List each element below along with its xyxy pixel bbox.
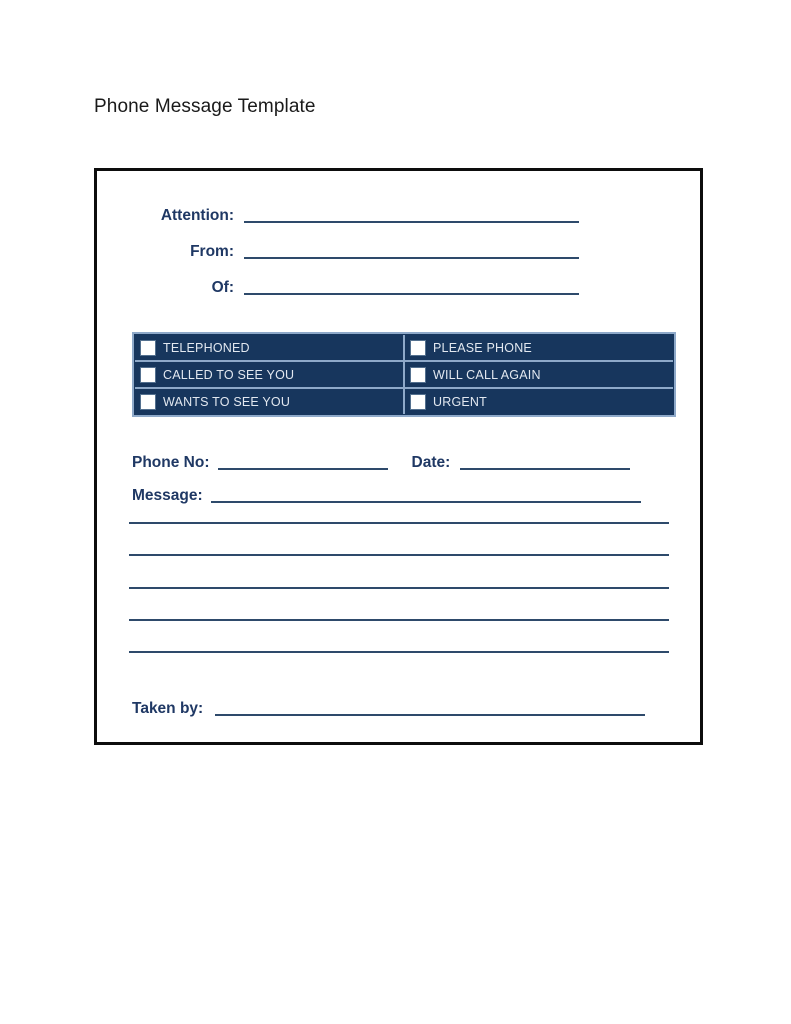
checkbox-label-wants-to-see-you: WANTS TO SEE YOU xyxy=(163,394,291,409)
checkbox-urgent[interactable] xyxy=(410,394,426,410)
field-row-taken-by xyxy=(132,694,645,718)
of-label: Of: xyxy=(211,279,234,296)
date-input-rule[interactable] xyxy=(460,468,630,470)
checkbox-table-row xyxy=(135,360,673,387)
checkbox-label-telephoned: TELEPHONED xyxy=(163,340,250,355)
checkbox-wants-to-see-you[interactable] xyxy=(140,394,156,410)
field-row-of xyxy=(134,273,579,297)
date-label: Date: xyxy=(411,454,451,471)
taken-by-input-rule[interactable] xyxy=(215,714,645,716)
checkbox-cell-called-to-see-you[interactable] xyxy=(135,362,403,387)
checkbox-cell-please-phone[interactable] xyxy=(403,335,673,360)
checkbox-will-call-again[interactable] xyxy=(410,367,426,383)
checkbox-table-row xyxy=(135,335,673,360)
message-input-rule[interactable] xyxy=(211,501,641,503)
phone-no-input-rule[interactable] xyxy=(218,468,388,470)
message-line[interactable] xyxy=(129,619,669,621)
checkbox-label-called-to-see-you: CALLED TO SEE YOU xyxy=(163,367,295,382)
attention-label: Attention: xyxy=(160,207,234,224)
attention-input-rule[interactable] xyxy=(244,221,579,223)
phone-message-form xyxy=(94,168,703,745)
checkbox-table-row xyxy=(135,387,673,414)
checkbox-cell-urgent[interactable] xyxy=(403,389,673,414)
field-row-phone-date xyxy=(132,448,630,472)
message-label: Message: xyxy=(132,487,203,504)
checkbox-cell-telephoned[interactable] xyxy=(135,335,403,360)
message-line[interactable] xyxy=(129,554,669,556)
checkbox-cell-wants-to-see-you[interactable] xyxy=(135,389,403,414)
taken-by-label: Taken by: xyxy=(132,700,204,717)
from-label: From: xyxy=(190,243,234,260)
checkbox-called-to-see-you[interactable] xyxy=(140,367,156,383)
checkbox-label-will-call-again: WILL CALL AGAIN xyxy=(433,367,541,382)
page-title: Phone Message Template xyxy=(94,96,316,117)
checkbox-label-please-phone: PLEASE PHONE xyxy=(433,340,532,355)
phone-no-label: Phone No: xyxy=(132,454,210,471)
checkbox-please-phone[interactable] xyxy=(410,340,426,356)
checkbox-label-urgent: URGENT xyxy=(433,394,487,409)
message-type-checkbox-table xyxy=(132,332,676,417)
message-line[interactable] xyxy=(129,587,669,589)
field-row-from xyxy=(134,237,579,261)
checkbox-cell-will-call-again[interactable] xyxy=(403,362,673,387)
from-input-rule[interactable] xyxy=(244,257,579,259)
field-row-message xyxy=(132,481,641,505)
field-row-attention xyxy=(134,201,579,225)
message-line[interactable] xyxy=(129,651,669,653)
checkbox-telephoned[interactable] xyxy=(140,340,156,356)
message-line[interactable] xyxy=(129,522,669,524)
of-input-rule[interactable] xyxy=(244,293,579,295)
